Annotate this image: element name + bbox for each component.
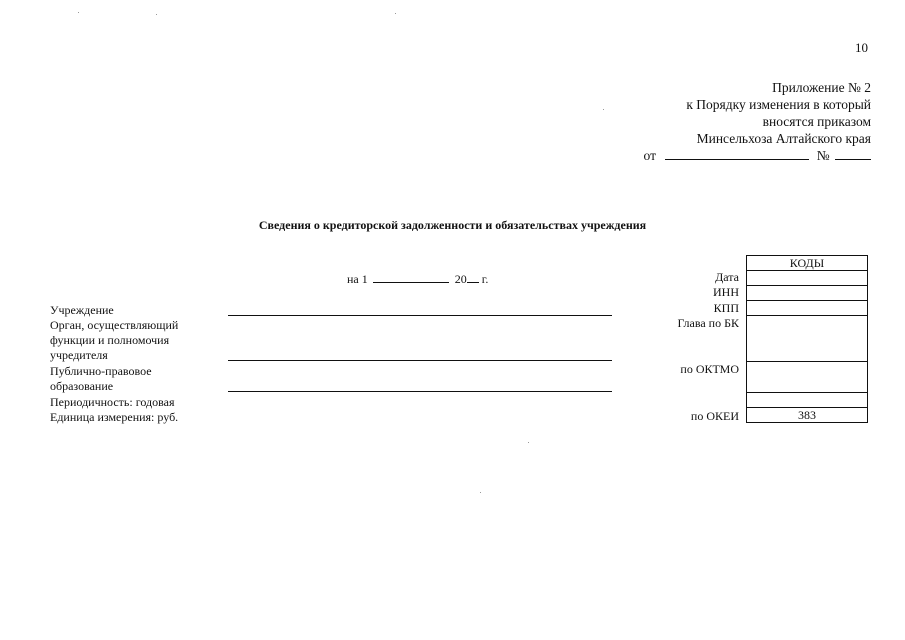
order-number-line (835, 148, 871, 160)
inn-label: ИНН (713, 285, 739, 299)
date-code-cell[interactable] (747, 270, 867, 285)
authority-fill-line[interactable] (228, 360, 612, 361)
periodicity-label: Периодичность: годовая (50, 395, 175, 409)
scan-speck (78, 12, 79, 13)
oktmo-code-cell[interactable] (747, 361, 867, 392)
year-line (467, 271, 479, 283)
unit-label: Единица измерения: руб. (50, 410, 179, 424)
date-prefix: на 1 (347, 272, 368, 286)
oktmo-label: по ОКТМО (680, 362, 739, 376)
year-prefix: 20 (454, 272, 467, 286)
document-title: Сведения о кредиторской задолженности и обязательствах учреждения (258, 218, 647, 232)
institution-fill-line[interactable] (228, 315, 612, 316)
scan-speck (603, 109, 604, 110)
chapter-code-cell[interactable] (747, 315, 867, 361)
year-suffix: г. (481, 272, 489, 286)
periodicity-code-cell[interactable] (747, 392, 867, 407)
appendix-line-2: к Порядку изменения в который (686, 97, 871, 112)
authority-label-1: Орган, осуществляющий (50, 318, 179, 332)
public-entity-label-2: образование (50, 379, 114, 393)
report-date (347, 271, 488, 287)
kpp-code-cell[interactable] (747, 300, 867, 315)
inn-code-cell[interactable] (747, 285, 867, 300)
scan-speck (528, 442, 529, 443)
authority-label-3: учредителя (50, 348, 108, 362)
from-label: от (643, 148, 656, 163)
chapter-label: Глава по БК (677, 316, 739, 330)
appendix-line-3: вносятся приказом (762, 114, 871, 129)
appendix-line-1: Приложение № 2 (772, 80, 871, 95)
codes-header: КОДЫ (789, 256, 825, 270)
page-number: 10 (855, 40, 868, 55)
number-label: № (816, 148, 830, 163)
scan-speck (395, 13, 396, 14)
date-day-month-line (373, 271, 449, 283)
appendix-order-ref (644, 148, 872, 164)
okei-code-cell: 383 (747, 407, 867, 422)
authority-label-2: функции и полномочия (50, 333, 170, 347)
codes-table (746, 255, 868, 423)
scan-speck (480, 492, 481, 493)
appendix-line-4: Минсельхоза Алтайского края (696, 131, 871, 146)
public-entity-fill-line[interactable] (228, 391, 612, 392)
public-entity-label-1: Публично-правовое (50, 364, 152, 378)
okei-label: по ОКЕИ (690, 409, 739, 423)
institution-label: Учреждение (50, 303, 114, 317)
date-code-label: Дата (715, 270, 739, 284)
scan-speck (156, 14, 157, 15)
order-date-line (665, 148, 809, 160)
kpp-label: КПП (713, 301, 739, 315)
